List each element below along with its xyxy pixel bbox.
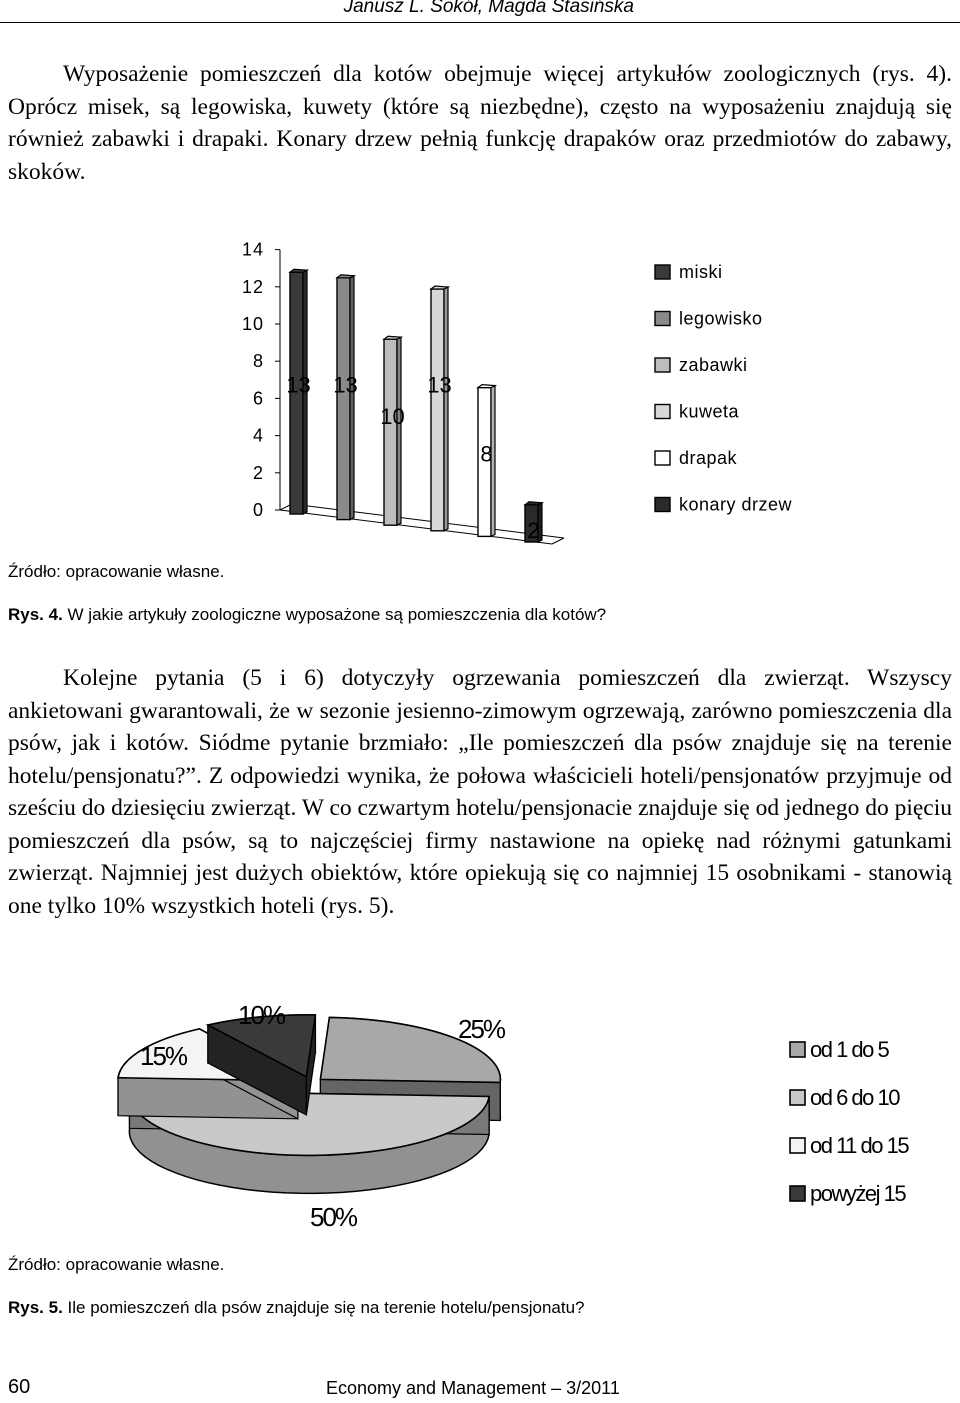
legend-label: kuweta	[679, 401, 740, 422]
bar-top	[337, 275, 354, 278]
legend-swatch	[655, 265, 670, 279]
pie-data-label: 50%	[310, 1202, 357, 1232]
legend-label: drapak	[679, 448, 738, 468]
legend-label: od 11 do 15	[810, 1133, 909, 1158]
figure-4-caption-label: Rys. 4.	[8, 605, 63, 624]
bar-top	[431, 286, 448, 289]
figure-5-source: Źródło: opracowanie własne.	[8, 1255, 225, 1274]
legend-label: legowisko	[679, 308, 763, 329]
paragraph-1	[8, 58, 952, 188]
bar-front	[384, 339, 397, 525]
y-tick-label: 0	[252, 500, 264, 520]
pie-chart	[110, 990, 950, 1240]
floor-right-edge	[552, 538, 564, 544]
bar-chart-legend	[655, 262, 793, 515]
header-rule	[0, 22, 960, 23]
legend-label: zabawki	[679, 355, 748, 375]
bar-top	[290, 269, 307, 272]
legend-swatch	[655, 405, 670, 419]
figure-5-caption	[8, 1298, 584, 1318]
bar-data-label: 10	[380, 404, 405, 430]
legend-swatch	[655, 358, 670, 372]
bar-data-label: 13	[333, 372, 358, 398]
bar-front	[431, 289, 444, 531]
legend-swatch	[790, 1090, 805, 1105]
legend-swatch	[655, 451, 670, 465]
pie-chart-legend	[790, 1037, 909, 1206]
running-header	[0, 0, 960, 22]
figure-4-caption	[8, 605, 606, 625]
y-tick-label: 6	[252, 388, 264, 409]
legend-swatch	[790, 1042, 805, 1057]
y-tick-label: 14	[241, 239, 264, 260]
bar-chart-bars	[286, 269, 542, 543]
pie-data-label: 10%	[238, 1000, 285, 1030]
legend-label: konary drzew	[679, 494, 793, 515]
legend-swatch	[655, 498, 670, 512]
figure-4-source: Źródło: opracowanie własne.	[8, 562, 225, 581]
paragraph-2-text: Kolejne pytania (5 i 6) dotyczyły ogrzewania pomieszczeń dla zwierząt. Wszyscy ankietowani gwarantowali, że w sezonie jesienno-zimowym ogrzewają, zarówno pomieszczenia dla psów, jak i kotów. Siódme pytanie brzmiało: „Ile pomieszczeń dla psów znajduje się na terenie hotelu/pensjonatu?”. Z odpowiedzi wynika, że połowa właścicieli hoteli/pensjonatów przyjmuje od sześciu do dziesięciu zwierząt. W co czwartym hotelu/pensjonacie znajduje się od jednego do pięciu pomieszczeń dla psów, są to najczęściej firmy nastawione na opiekę nad różnymi gatunkami zwierząt. Najmniej jest dużych obiektów, które opiekują się co najmniej 15 osobnikami - stanowią one tylko 10% wszystkich hoteli (rys. 5).	[8, 665, 953, 919]
pie-data-label: 15%	[140, 1041, 187, 1071]
figure-5-caption-label: Rys. 5.	[8, 1298, 63, 1317]
legend-label: powyżej 15	[810, 1181, 906, 1206]
bar	[384, 336, 401, 525]
header-authors: Janusz L. Sokół, Magda Stasińska	[343, 0, 634, 17]
bar-side	[397, 337, 401, 525]
y-tick-label: 4	[252, 425, 264, 446]
bar-top	[384, 336, 401, 339]
y-tick-label: 8	[252, 351, 264, 372]
page-footer	[8, 1376, 952, 1402]
paragraph-1-text: Wyposażenie pomieszczeń dla kotów obejmuje więcej artykułów zoologicznych (rys. 4). Oprócz misek, są legowiska, kuwety (które są niezbędne), często na wyposażeniu znajdują się również zabawki i drapaki. Konary drzew pełnią funkcję drapaków oraz przedmiotów do zabawy, skoków.	[8, 61, 952, 185]
legend-label: od 1 do 5	[810, 1037, 889, 1062]
legend-swatch	[790, 1138, 805, 1153]
floor-back-edge	[292, 504, 564, 538]
y-tick-label: 12	[241, 276, 264, 297]
bar-data-label: 13	[427, 372, 452, 398]
bar-side	[444, 287, 448, 531]
legend-swatch	[790, 1186, 805, 1201]
bar-top	[478, 385, 495, 388]
figure-5-caption-text: Ile pomieszczeń dla psów znajduje się na terenie hotelu/pensjonatu?	[62, 1298, 585, 1317]
bar-top	[525, 502, 542, 505]
journal-name: Economy and Management – 3/2011	[326, 1378, 620, 1398]
paragraph-2	[8, 662, 952, 922]
legend-swatch	[655, 312, 670, 326]
floor-front-edge	[280, 510, 552, 544]
bar	[431, 286, 448, 531]
bar-data-label: 8	[480, 441, 493, 467]
bar-data-label: 2	[527, 518, 540, 543]
legend-label: miski	[679, 262, 723, 282]
bar-data-label: 13	[286, 372, 311, 398]
y-tick-label: 2	[252, 462, 264, 483]
figure-4-caption-text: W jakie artykuły zoologiczne wyposażone są pomieszczenia dla kotów?	[62, 605, 607, 624]
page-number: 60	[8, 1376, 31, 1398]
pie-data-label: 25%	[458, 1014, 505, 1044]
bar-chart	[200, 225, 840, 560]
y-tick-label: 10	[241, 314, 264, 334]
bar-side	[350, 276, 354, 520]
legend-label: od 6 do 10	[810, 1085, 899, 1110]
bar-front	[337, 278, 350, 520]
